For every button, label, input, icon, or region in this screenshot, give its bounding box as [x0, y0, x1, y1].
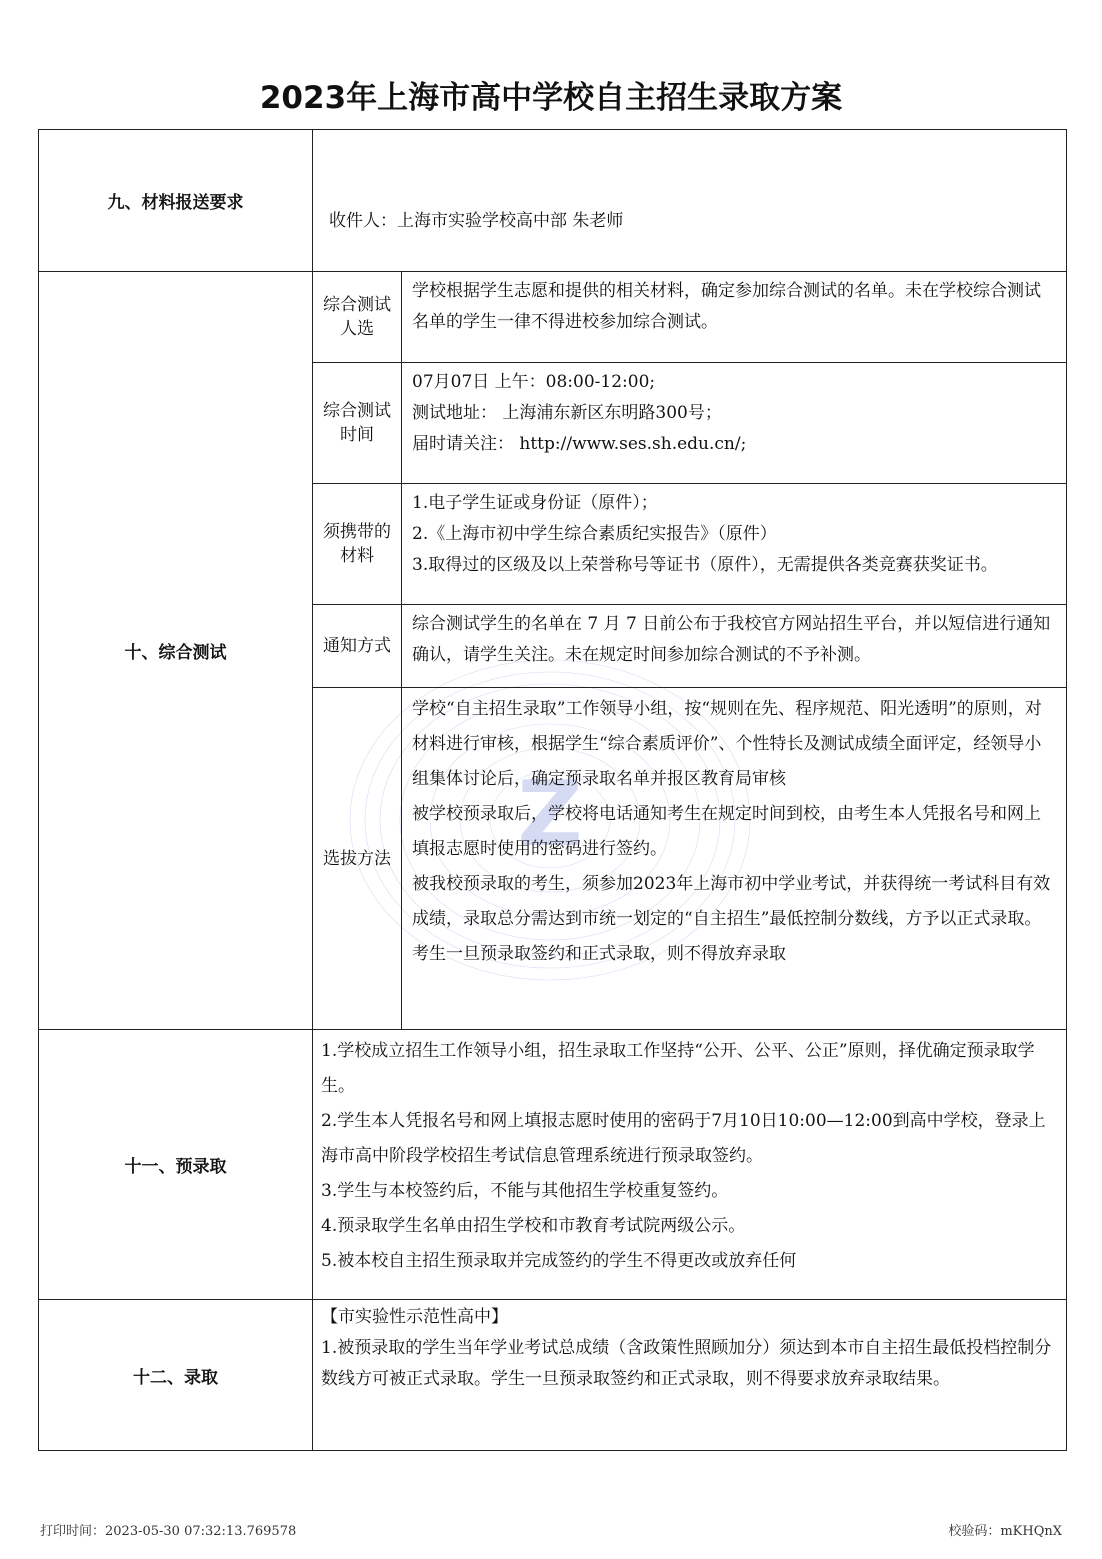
sub-label-3: 须携带的材料	[313, 484, 402, 605]
sub-content-2-line-2: 测试地址： 上海浦东新区东明路300号；	[412, 403, 722, 423]
section-9-heading: 九、材料报送要求	[39, 130, 313, 272]
sub-content-5-line-3: 被我校预录取的考生，须参加2023年上海市初中学业考试，并获得统一考试科目有效成绩，录取总分需达到市统一划定的“自主招生”最低控制分数线，方予以正式录取。	[412, 874, 1051, 929]
section-12-row	[39, 1300, 1067, 1451]
s11-line-5: 5.被本校自主招生预录取并完成签约的学生不得更改或放弃任何	[321, 1251, 797, 1271]
s12-line-1: 【市实验性示范性高中】	[321, 1307, 508, 1327]
sub-label-1: 综合测试人选	[313, 272, 402, 363]
section-10-heading: 十、综合测试	[39, 272, 313, 1030]
print-time: 打印时间：2023-05-30 07:32:13.769578	[40, 1524, 297, 1539]
sub-content-3-line-3: 3.取得过的区级及以上荣誉称号等证书（原件），无需提供各类竞赛获奖证书。	[412, 555, 998, 575]
sub-content-4-line-1: 综合测试学生的名单在 7 月 7 日前公布于我校官方网站招生平台，并以短信进行通知确认，请学生关注。未在规定时间参加综合测试的不予补测。	[412, 614, 1051, 665]
sub-content-2-line-3: 届时请关注： http://www.ses.sh.edu.cn/;	[412, 434, 747, 454]
section-11-heading: 十一、预录取	[39, 1030, 313, 1300]
sub-content-3-line-1: 1.电子学生证或身份证（原件）；	[412, 493, 658, 513]
section-11-row	[39, 1030, 1067, 1300]
verify-code: 校验码：mKHQnX	[948, 1524, 1062, 1539]
sub-content-3-line-2: 2.《上海市初中学生综合素质纪实报告》（原件）	[412, 524, 777, 544]
section-10-row-1	[39, 272, 1067, 363]
sub-content-1-line-1: 学校根据学生志愿和提供的相关材料，确定参加综合测试的名单。未在学校综合测试名单的学生一律不得进校参加综合测试。	[412, 281, 1041, 332]
svg-text:Z: Z	[517, 762, 583, 867]
s12-line-2: 1.被预录取的学生当年学业考试总成绩（含政策性照顾加分）须达到本市自主招生最低投档控制分数线方可被正式录取。学生一旦预录取签约和正式录取，则不得要求放弃录取结果。	[321, 1338, 1052, 1389]
sub-label-4: 通知方式	[313, 605, 402, 688]
sub-content-5-line-2: 被学校预录取后，学校将电话通知考生在规定时间到校，由考生本人凭报名号和网上填报志愿时使用的密码进行签约。	[412, 804, 1041, 859]
section-9-content: 收件人：上海市实验学校高中部 朱老师	[329, 211, 624, 231]
sub-label-2: 综合测试时间	[313, 363, 402, 484]
s11-line-2: 2.学生本人凭报名号和网上填报志愿时使用的密码于7月10日10:00—12:00到高中学校，登录上海市高中阶段学校招生考试信息管理系统进行预录取签约。	[321, 1111, 1046, 1166]
sub-content-5-line-1: 学校“自主招生录取”工作领导小组，按“规则在先、程序规范、阳光透明”的原则，对材料进行审核，根据学生“综合素质评价”、个性特长及测试成绩全面评定，经领导小组集体讨论后，确定预录取名单并报区教育局审核	[412, 699, 1042, 789]
s11-line-1: 1.学校成立招生工作领导小组，招生录取工作坚持“公开、公平、公正”原则，择优确定预录取学生。	[321, 1041, 1035, 1096]
s11-line-3: 3.学生与本校签约后，不能与其他招生学校重复签约。	[321, 1181, 729, 1201]
page-title: 2023年上海市高中学校自主招生录取方案	[259, 80, 843, 116]
section-12-heading: 十二、录取	[39, 1300, 313, 1451]
s11-line-4: 4.预录取学生名单由招生学校和市教育考试院两级公示。	[321, 1216, 746, 1236]
section-9-row	[39, 130, 1067, 272]
sub-content-5-line-4: 考生一旦预录取签约和正式录取，则不得放弃录取	[412, 944, 786, 964]
sub-label-5: 选拔方法	[313, 688, 402, 1030]
sub-content-2-line-1: 07月07日 上午：08:00-12:00;	[412, 372, 656, 392]
admission-plan-table	[38, 129, 1067, 1451]
